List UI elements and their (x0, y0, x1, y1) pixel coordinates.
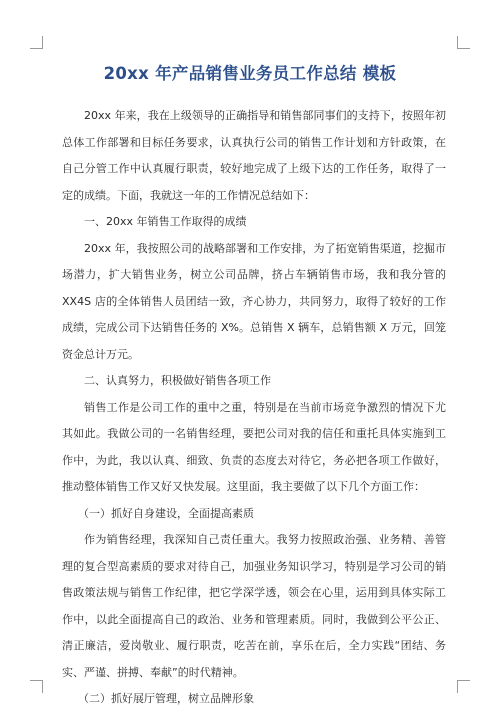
subsection-heading-self-building: （一）抓好自身建设，全面提高素质 (78, 506, 254, 520)
document-title: 20xx 年产品销售业务员工作总结 模板 (103, 64, 397, 83)
document-body (62, 103, 446, 713)
crop-mark-top-left (30, 36, 43, 49)
subsection-heading-showroom: （二）抓好展厅管理，树立品牌形象 (78, 692, 254, 705)
paragraph-self-building: 作为销售经理，我深知自己责任重大。我努力按照政治强、业务精、善管理的复合型高素质的要求对待自己，加强业务知识学习，特别是学习公司的销售政策法规与销售工作纪律，把它学深学透，领会在心里，运用到具体实际工作中，以此全面提高自己的政治、业务和管理素质。同时，我做到公平公正、清正廉洁，爱岗敬业、履行职责，吃苦在前，享乐在后，全力实践“团结、务实、严谨、拼搏、奉献”的时代精神。 (62, 533, 446, 679)
paragraph-achievements: 20xx 年，我按照公司的战略部署和工作安排，为了拓宽销售渠道，挖掘市场潜力，扩大销售业务，树立公司品牌，挤占车辆销售市场，我和我分管的 XX4S 店的全体销售人员团结一致，齐心协力，共同努力，取得了较好的工作成绩，完成公司下达销售任务的 X%。总销售 X 辆车，总销售额 X 万元，回笼资金总计万元。 (62, 241, 446, 361)
section-heading-efforts: 二、认真努力，积极做好销售各项工作 (84, 374, 271, 387)
section-heading-achievements: 一、20xx 年销售工作取得的成绩 (84, 215, 247, 228)
crop-mark-top-right (457, 36, 470, 49)
crop-mark-bottom-left (30, 680, 43, 693)
paragraph-intro: 20xx 年来，我在上级领导的正确指导和销售部同事们的支持下，按照年初总体工作部署和目标任务要求，认真执行公司的销售工作计划和方针政策，在自己分管工作中认真履行职责，较好地完成了上级下达的工作任务，取得了一定的成绩。下面，我就这一年的工作情况总结如下： (62, 109, 446, 202)
crop-mark-bottom-right (457, 680, 470, 693)
paragraph-efforts: 销售工作是公司工作的重中之重，特别是在当前市场竞争激烈的情况下尤其如此。我做公司的一名销售经理，要把公司对我的信任和重托具体实施到工作中，为此，我以认真、细致、负责的态度去对待它，务必把各项工作做好，推动整体销售工作又好又快发展。这里面，我主要做了以下几个方面工作： (62, 400, 446, 493)
